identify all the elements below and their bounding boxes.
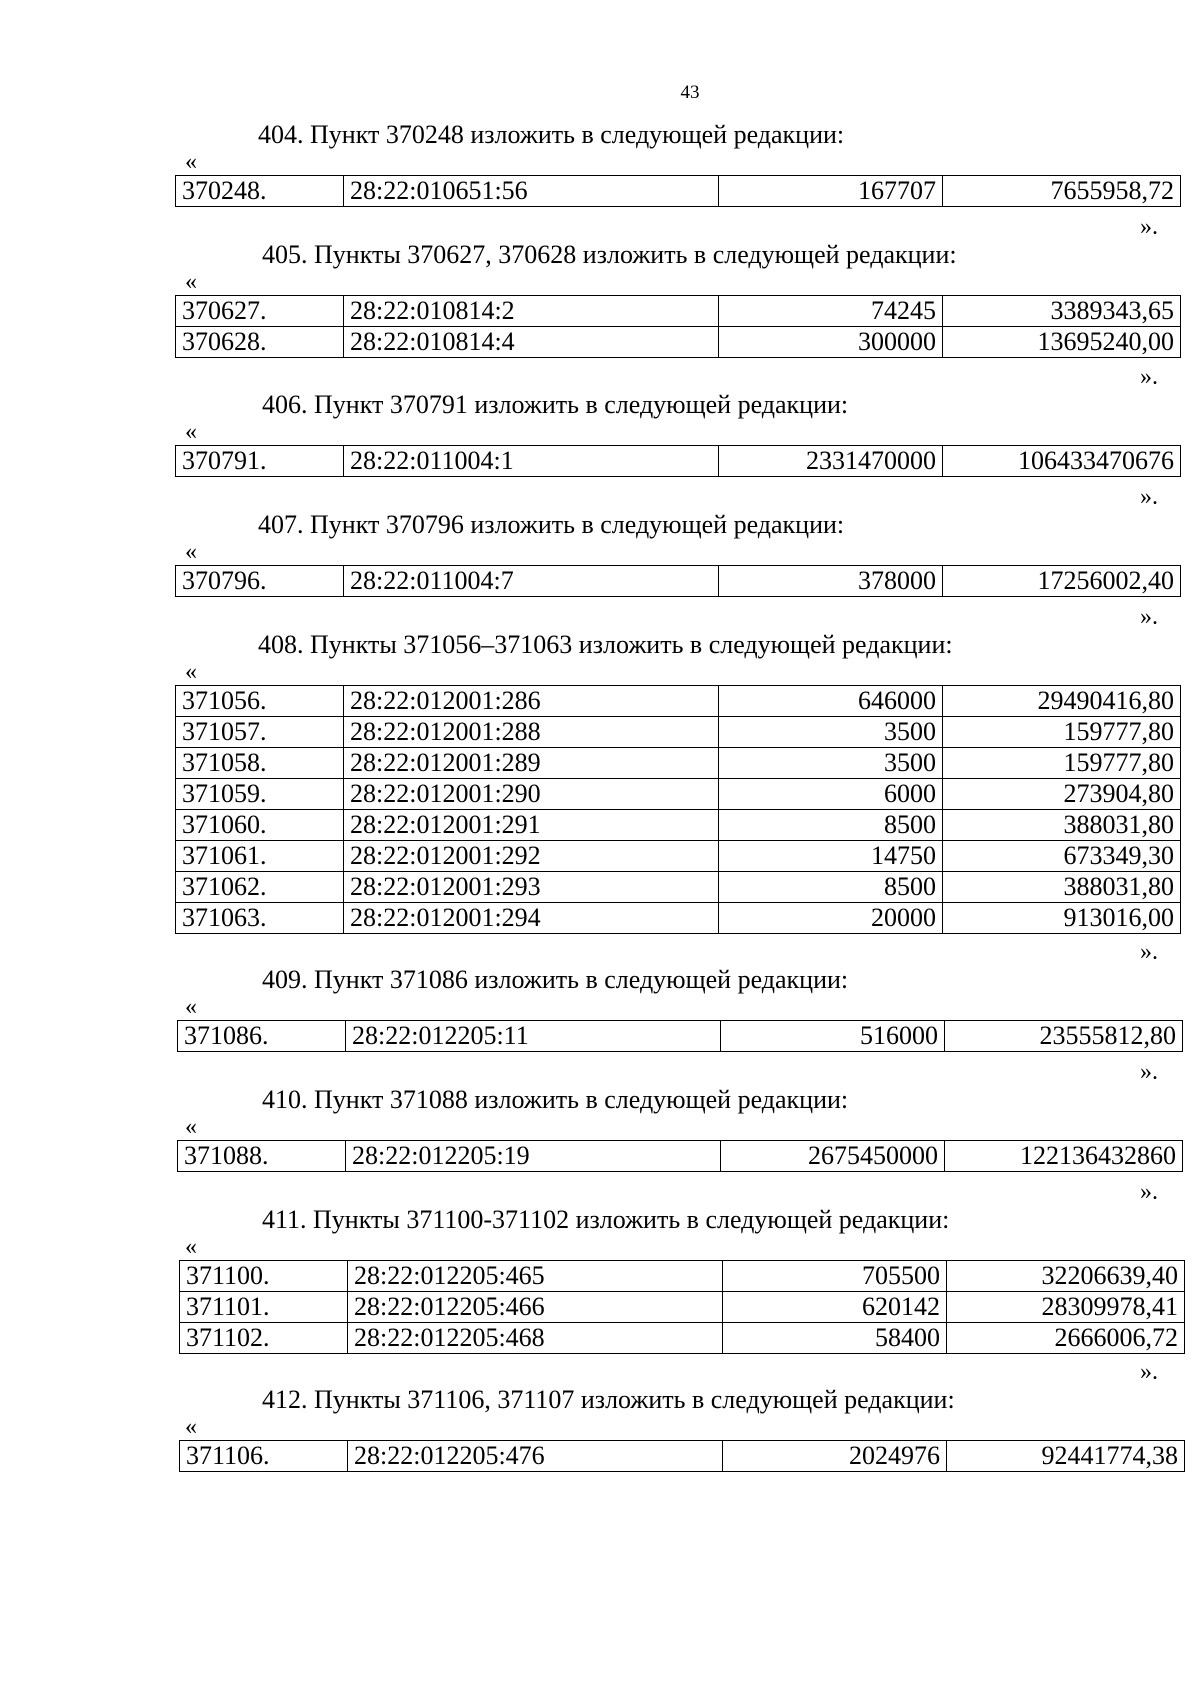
table-row: [176, 296, 1181, 327]
area-cell: 8500: [719, 872, 943, 903]
opening-quote: «: [185, 419, 197, 445]
value-cell: 273904,80: [943, 779, 1181, 810]
table-row: [176, 717, 1181, 748]
area-cell: 378000: [719, 566, 943, 597]
area-cell: 2024976: [723, 1441, 947, 1472]
table-row: [176, 446, 1181, 477]
area-cell: 620142: [723, 1292, 947, 1323]
row-number-cell: 371058.: [176, 748, 344, 779]
area-cell: 6000: [719, 779, 943, 810]
table-row: [176, 686, 1181, 717]
value-cell: 913016,00: [943, 903, 1181, 934]
amendment-heading: 406. Пункт 370791 изложить в следующей редакции:: [262, 390, 849, 419]
row-number-cell: 370628.: [176, 327, 344, 358]
cadastral-number-cell: 28:22:012001:288: [344, 717, 719, 748]
row-number-cell: 371056.: [176, 686, 344, 717]
value-cell: 92441774,38: [947, 1441, 1185, 1472]
value-cell: 13695240,00: [943, 327, 1181, 358]
area-cell: 58400: [723, 1323, 947, 1354]
row-number-cell: 371088.: [178, 1141, 346, 1172]
closing-quote: ».: [1140, 1059, 1158, 1085]
cadastral-number-cell: 28:22:012205:465: [348, 1261, 723, 1292]
amendment-table: [175, 175, 1181, 207]
closing-quote: ».: [1140, 484, 1158, 510]
row-number-cell: 371059.: [176, 779, 344, 810]
opening-quote: «: [185, 269, 197, 295]
amendment-heading: 407. Пункт 370796 изложить в следующей редакции:: [258, 510, 845, 539]
area-cell: 705500: [723, 1261, 947, 1292]
opening-quote: «: [185, 539, 197, 565]
table-row: [176, 872, 1181, 903]
cadastral-number-cell: 28:22:010651:56: [344, 176, 719, 207]
row-number-cell: 371102.: [180, 1323, 348, 1354]
closing-quote: ».: [1140, 939, 1158, 965]
amendment-table: [175, 685, 1181, 934]
opening-quote: «: [185, 1114, 197, 1140]
row-number-cell: 370791.: [176, 446, 344, 477]
row-number-cell: 371062.: [176, 872, 344, 903]
area-cell: 74245: [719, 296, 943, 327]
table-row: [176, 779, 1181, 810]
amendment-table: [175, 565, 1181, 597]
amendment-table: [177, 1020, 1183, 1052]
value-cell: 388031,80: [943, 872, 1181, 903]
table-row: [178, 1141, 1183, 1172]
table-row: [176, 748, 1181, 779]
row-number-cell: 370627.: [176, 296, 344, 327]
cadastral-number-cell: 28:22:012001:292: [344, 841, 719, 872]
opening-quote: «: [185, 659, 197, 685]
cadastral-number-cell: 28:22:012205:476: [348, 1441, 723, 1472]
opening-quote: «: [185, 1234, 197, 1260]
area-cell: 3500: [719, 717, 943, 748]
table-row: [176, 810, 1181, 841]
row-number-cell: 371063.: [176, 903, 344, 934]
table-row: [176, 566, 1181, 597]
cadastral-number-cell: 28:22:012001:289: [344, 748, 719, 779]
amendment-table: [179, 1440, 1185, 1472]
cadastral-number-cell: 28:22:012001:293: [344, 872, 719, 903]
amendment-heading: 408. Пункты 371056–371063 изложить в следующей редакции:: [258, 630, 953, 659]
cadastral-number-cell: 28:22:012001:294: [344, 903, 719, 934]
row-number-cell: 370248.: [176, 176, 344, 207]
area-cell: 2331470000: [719, 446, 943, 477]
value-cell: 32206639,40: [947, 1261, 1185, 1292]
table-row: [176, 327, 1181, 358]
row-number-cell: 370796.: [176, 566, 344, 597]
cadastral-number-cell: 28:22:012001:290: [344, 779, 719, 810]
table-row: [176, 903, 1181, 934]
cadastral-number-cell: 28:22:011004:1: [344, 446, 719, 477]
area-cell: 3500: [719, 748, 943, 779]
value-cell: 159777,80: [943, 748, 1181, 779]
cadastral-number-cell: 28:22:012205:468: [348, 1323, 723, 1354]
cadastral-number-cell: 28:22:012001:286: [344, 686, 719, 717]
cadastral-number-cell: 28:22:012205:19: [346, 1141, 721, 1172]
table-row: [180, 1323, 1185, 1354]
page-number: 43: [680, 82, 700, 103]
area-cell: 300000: [719, 327, 943, 358]
table-row: [176, 176, 1181, 207]
area-cell: 2675450000: [721, 1141, 945, 1172]
table-row: [178, 1021, 1183, 1052]
cadastral-number-cell: 28:22:012205:466: [348, 1292, 723, 1323]
value-cell: 29490416,80: [943, 686, 1181, 717]
opening-quote: «: [185, 1414, 197, 1440]
area-cell: 20000: [719, 903, 943, 934]
cadastral-number-cell: 28:22:012001:291: [344, 810, 719, 841]
table-row: [180, 1292, 1185, 1323]
row-number-cell: 371101.: [180, 1292, 348, 1323]
row-number-cell: 371100.: [180, 1261, 348, 1292]
cadastral-number-cell: 28:22:010814:2: [344, 296, 719, 327]
amendment-table: [177, 1140, 1183, 1172]
value-cell: 122136432860: [945, 1141, 1183, 1172]
row-number-cell: 371060.: [176, 810, 344, 841]
value-cell: 28309978,41: [947, 1292, 1185, 1323]
closing-quote: ».: [1140, 1359, 1158, 1385]
area-cell: 516000: [721, 1021, 945, 1052]
cadastral-number-cell: 28:22:010814:4: [344, 327, 719, 358]
cadastral-number-cell: 28:22:012205:11: [346, 1021, 721, 1052]
table-row: [176, 841, 1181, 872]
value-cell: 17256002,40: [943, 566, 1181, 597]
row-number-cell: 371086.: [178, 1021, 346, 1052]
amendment-heading: 412. Пункты 371106, 371107 изложить в следующей редакции:: [262, 1385, 955, 1414]
amendment-heading: 410. Пункт 371088 изложить в следующей редакции:: [262, 1085, 849, 1114]
value-cell: 3389343,65: [943, 296, 1181, 327]
closing-quote: ».: [1140, 1179, 1158, 1205]
table-row: [180, 1261, 1185, 1292]
amendment-heading: 411. Пункты 371100-371102 изложить в следующей редакции:: [262, 1205, 950, 1234]
table-row: [180, 1441, 1185, 1472]
value-cell: 159777,80: [943, 717, 1181, 748]
amendment-heading: 405. Пункты 370627, 370628 изложить в следующей редакции:: [262, 240, 957, 269]
value-cell: 673349,30: [943, 841, 1181, 872]
amendment-table: [175, 445, 1181, 477]
value-cell: 106433470676: [943, 446, 1181, 477]
row-number-cell: 371106.: [180, 1441, 348, 1472]
amendment-heading: 409. Пункт 371086 изложить в следующей редакции:: [262, 965, 849, 994]
area-cell: 646000: [719, 686, 943, 717]
opening-quote: «: [185, 149, 197, 175]
area-cell: 14750: [719, 841, 943, 872]
row-number-cell: 371061.: [176, 841, 344, 872]
row-number-cell: 371057.: [176, 717, 344, 748]
amendment-table: [175, 295, 1181, 358]
value-cell: 23555812,80: [945, 1021, 1183, 1052]
closing-quote: ».: [1140, 214, 1158, 240]
closing-quote: ».: [1140, 604, 1158, 630]
area-cell: 8500: [719, 810, 943, 841]
closing-quote: ».: [1140, 364, 1158, 390]
amendment-heading: 404. Пункт 370248 изложить в следующей редакции:: [258, 120, 845, 149]
opening-quote: «: [185, 994, 197, 1020]
area-cell: 167707: [719, 176, 943, 207]
value-cell: 388031,80: [943, 810, 1181, 841]
cadastral-number-cell: 28:22:011004:7: [344, 566, 719, 597]
value-cell: 2666006,72: [947, 1323, 1185, 1354]
value-cell: 7655958,72: [943, 176, 1181, 207]
amendment-table: [179, 1260, 1185, 1354]
